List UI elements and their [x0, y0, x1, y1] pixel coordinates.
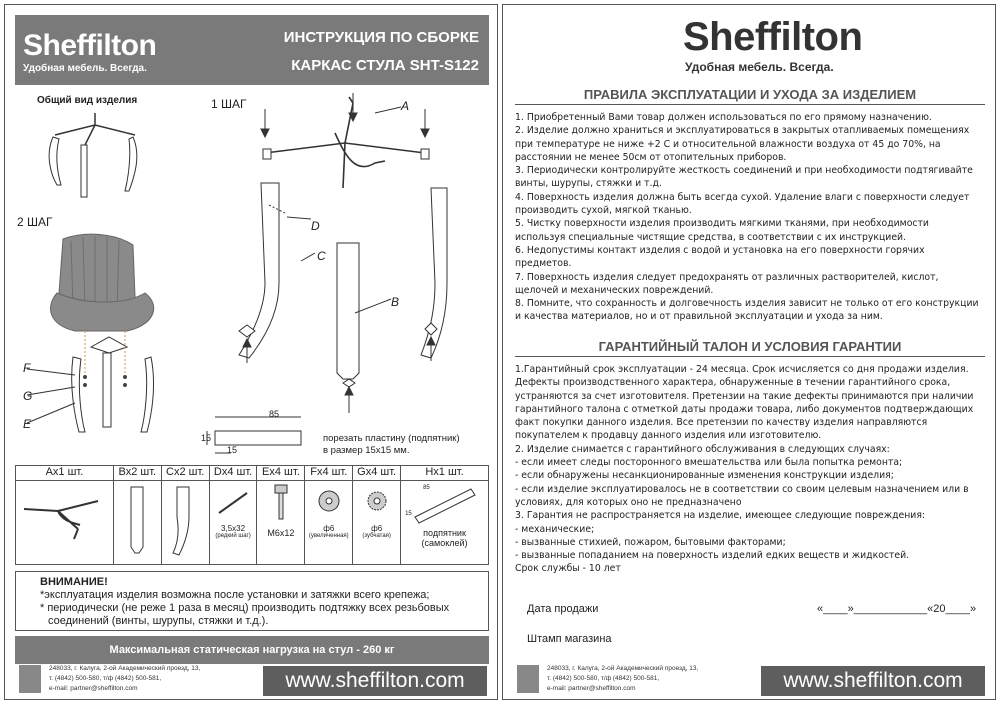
part-d-header: Dх4 шт. — [209, 466, 257, 481]
warning-box — [15, 571, 489, 631]
step2-label: 2 ШАГ — [17, 215, 53, 229]
screw-icon — [213, 481, 253, 521]
warranty-item: 2. Изделие снимается с гарантийного обслуживания в следующих случаях: — [515, 443, 890, 455]
part-e-cell — [257, 481, 305, 565]
lock-washer-icon — [357, 481, 397, 521]
doc-subtitle: КАРКАС СТУЛА SHT-S122 — [291, 57, 479, 74]
part-h-note: (самоклей) — [421, 538, 468, 548]
warranty-list — [515, 363, 979, 576]
assembly-instruction-page — [4, 4, 498, 700]
rules-title: ПРАВИЛА ЭКСПЛУАТАЦИИ И УХОДА ЗА ИЗДЕЛИЕМ — [515, 87, 985, 105]
pad-dimension-drawing — [205, 409, 305, 457]
parts-table — [15, 465, 489, 565]
rule-item: 8. Помните, что сохранность и долговечность изделия зависит не только от его конструкции и качества материалов, но и от правильной эксплуатации и ухода за ним. — [515, 298, 979, 323]
rule-item: 7. Поверхность изделия следует предохранять от различных растворителей, кислот, щелочей и механических повреждений. — [515, 271, 939, 296]
care-warranty-page — [502, 4, 996, 700]
website-link[interactable]: www.sheffilton.com — [761, 666, 985, 696]
callout-a: A — [401, 99, 410, 113]
part-a-cell — [16, 481, 114, 565]
part-g-note: (зубчатая) — [362, 533, 391, 539]
brand-logo: Sheffilton Удобная мебель. Всегда. — [23, 29, 157, 74]
max-load-bar: Максимальная статическая нагрузка на стул - 260 кг — [15, 636, 489, 664]
warning-line-2: * периодически (не реже 1 раза в месяц) производить подтяжку всех резьбовых — [40, 602, 450, 614]
warranty-item: - вызванные стихией, пожаром, бытовыми факторами; — [515, 536, 786, 548]
part-h-header: Нх1 шт. — [401, 466, 489, 481]
warranty-item: - если имеет следы посторонного вмешательства или была попытка ремонта; — [515, 457, 903, 469]
step2-chair-drawing — [15, 227, 175, 447]
part-f-size: ф6 — [323, 524, 335, 533]
part-h-dim-width: 15 — [405, 511, 412, 517]
part-g-size: ф6 — [371, 524, 383, 533]
rule-item: 5. Чистку поверхности изделия производить мягкими тканями, при необходимости используя специальные чистящие средства, в соответствии с их инструкцией. — [515, 218, 929, 243]
part-d-cell — [209, 481, 257, 565]
pad-height: 15 — [201, 433, 212, 443]
step1-label: 1 ШАГ — [211, 97, 247, 111]
footer-address: 248033, г. Калуга, 2-ой Академический проезд, 13, т. (4842) 500-580, т/ф (4842) 500-581, e-mail: partner@sheffilton.com — [49, 665, 201, 692]
part-b-cell — [113, 481, 161, 565]
general-view-label: Общий вид изделия — [37, 95, 138, 106]
rule-item: 4. Поверхность изделия должна быть всегда сухой. Удаление влаги с поверхности следует производить сухой, мягкой тканью. — [515, 191, 970, 217]
warranty-item: Срок службы - 10 лет — [515, 563, 621, 575]
warranty-item: - если изделие эксплуатировалось не в соответствии со своим целевым назначением или в условиях, для которых оно не предназначено — [515, 483, 969, 508]
part-h-dim-length: 85 — [423, 485, 430, 491]
step1-exploded-drawing — [225, 93, 485, 423]
rule-item: 6. Недопустимы контакт изделия с водой и установка на его поверхности горячих предметов. — [515, 244, 925, 270]
part-a-drawing — [18, 481, 110, 541]
rule-item: 1. Приобретенный Вами товар должен использоваться по его прямому назначению. — [515, 112, 932, 123]
part-f-header: Fх4 шт. — [305, 466, 353, 481]
rules-list — [515, 111, 979, 324]
part-d-size: 3,5х32 — [221, 524, 246, 533]
callout-c: C — [317, 249, 326, 263]
part-c-cell — [161, 481, 209, 565]
callout-f: F — [23, 361, 31, 375]
part-e-header: Ех4 шт. — [257, 466, 305, 481]
warranty-item: 3. Гарантия не распространяется на изделие, имеющее следующие повреждения: — [515, 510, 926, 522]
part-h-cell — [401, 481, 489, 565]
callout-b: B — [391, 295, 400, 309]
cut-note-2: в размер 15х15 мм. — [323, 445, 410, 456]
sale-date-field[interactable]: «____»____________«20____» — [817, 603, 977, 615]
warranty-item: - если обнаружены несанкционированные изменения конструкции изделия; — [515, 470, 894, 482]
part-f-cell — [305, 481, 353, 565]
part-g-header: Gх4 шт. — [353, 466, 401, 481]
brand-mark-icon — [517, 665, 539, 693]
warning-line-1: *эксплуатация изделия возможна после установки и затяжки всего крепежа; — [40, 589, 430, 601]
header-bar — [15, 15, 489, 85]
washer-icon — [309, 481, 349, 521]
part-d-note: (редкий шаг) — [215, 533, 251, 539]
part-b-drawing — [117, 481, 157, 561]
part-e-size: М6х12 — [267, 528, 295, 538]
pad-length: 85 — [269, 409, 280, 419]
part-h-name: подпятник — [423, 528, 466, 538]
part-c-drawing — [165, 481, 205, 561]
sale-date-label: Дата продажи — [527, 603, 599, 615]
warranty-title: ГАРАНТИЙНЫЙ ТАЛОН И УСЛОВИЯ ГАРАНТИИ — [515, 339, 985, 357]
part-b-header: Вх2 шт. — [113, 466, 161, 481]
brand-mark-icon — [19, 665, 41, 693]
pad-strip-drawing — [405, 481, 485, 525]
warning-line-3: соединений (винты, шурупы, стяжки и т.д.). — [48, 615, 269, 627]
part-f-note: (увеличенная) — [308, 533, 349, 539]
doc-title: ИНСТРУКЦИЯ ПО СБОРКЕ — [283, 29, 479, 46]
warranty-item: - вызванные попаданием на поверхность изделий едких веществ и жидкостей. — [515, 550, 910, 562]
rule-item: 2. Изделие должно храниться и эксплуатироваться в закрытых отапливаемых помещениях при температуре не ниже +2 С и относительной влажности воздуха от 45 до 70%, на расстоянии не менее 50см от отопительных приборов. — [515, 125, 970, 163]
callout-d: D — [311, 219, 320, 233]
part-g-cell — [353, 481, 401, 565]
general-view-drawing — [35, 105, 155, 205]
callout-e: E — [23, 417, 32, 431]
bolt-icon — [261, 481, 301, 525]
part-c-header: Сх2 шт. — [161, 466, 209, 481]
rule-item: 3. Периодически контролируйте жесткость соединений и при необходимости подтягивайте винты, шурупы, стяжки и т.д. — [515, 165, 973, 190]
part-a-header: Ах1 шт. — [16, 466, 114, 481]
footer-address: 248033, г. Калуга, 2-ой Академический проезд, 13, т. (4842) 500-580, т/ф (4842) 500-581, e-mail: partner@sheffilton.com — [547, 665, 699, 692]
callout-g: G — [23, 389, 33, 403]
warning-title: ВНИМАНИЕ! — [40, 576, 108, 588]
website-link[interactable]: www.sheffilton.com — [263, 666, 487, 696]
cut-note-1: порезать пластину (подпятник) — [323, 433, 460, 444]
warranty-item: - механические; — [515, 523, 595, 535]
brand-logo: Sheffilton Удобная мебель. Всегда. — [683, 15, 863, 74]
stamp-label: Штамп магазина — [527, 633, 612, 645]
pad-width: 15 — [227, 445, 238, 455]
warranty-item: 1.Гарантийный срок эксплуатации - 24 месяца. Срок исчисляется со дня продажи изделия. Дефекты производственного характера, обнаруженные в течении гарантийного срока, устраняются за счет изготовителя. Претензии на такие дефекты принимаются при наличии гарантийного талона с отметкой даты продажи товара, либо документов подтверждающих факт покупки данного изделия. Все претензии по качеству изделия направляются покупателем к продавцу данного изделия или изготовителю. — [515, 364, 974, 442]
